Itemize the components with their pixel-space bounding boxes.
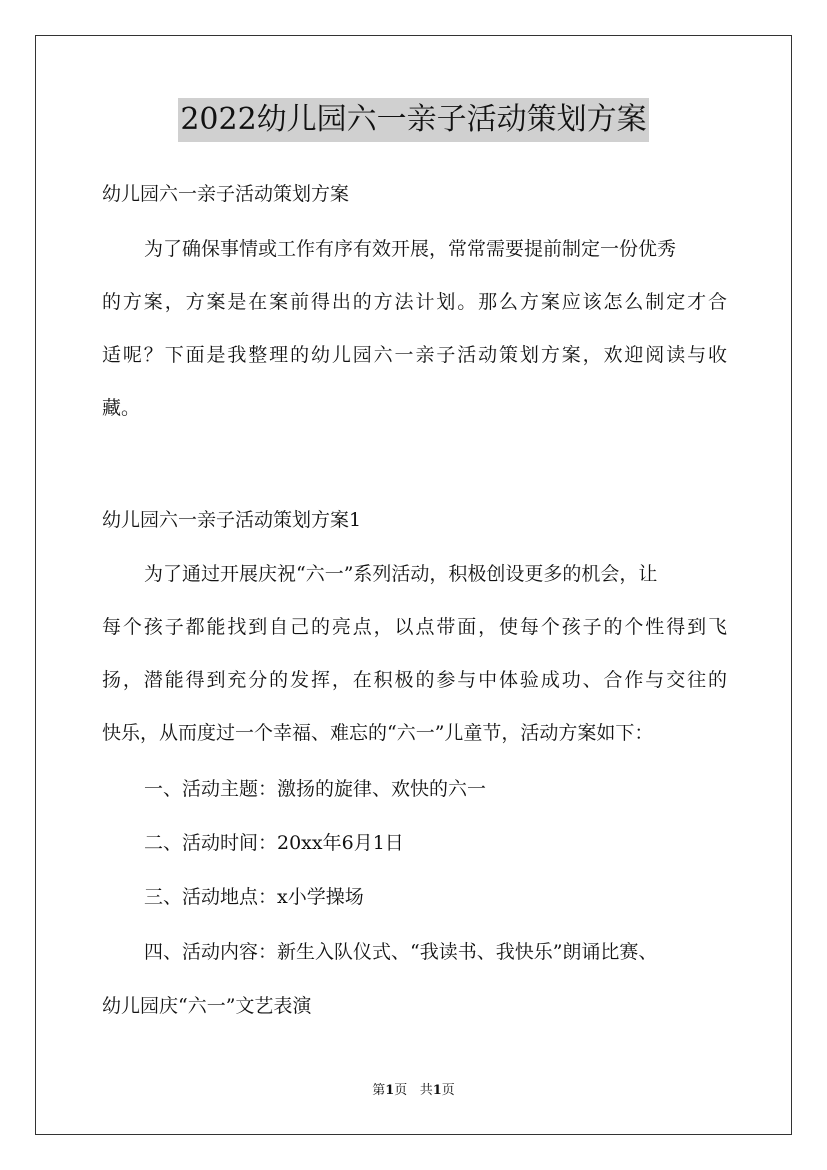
section-line-1: 为了通过开展庆祝“六一”系列活动，积极创设更多的机会，让 [144,563,658,585]
document-title: 2022幼儿园六一亲子活动策划方案 [178,98,648,142]
item-content: 四、活动内容：新生入队仪式、“我读书、我快乐”朗诵比赛、 [144,941,658,963]
section-line-2: 每个孩子都能找到自己的亮点，以点带面，使每个孩子的个性得到飞 [102,616,727,638]
intro-line-2: 的方案，方案是在案前得出的方法计划。那么方案应该怎么制定才合 [102,291,727,313]
footer-page-number: 1 [385,1083,395,1098]
footer-total-number: 1 [432,1083,442,1098]
footer-page-suffix: 页 [394,1083,408,1098]
intro-line-4: 藏。 [102,397,141,419]
document-subtitle: 幼儿园六一亲子活动策划方案 [102,183,350,205]
item-theme: 一、活动主题：激扬的旋律、欢快的六一 [144,778,487,800]
footer-page-prefix: 第 [372,1083,386,1098]
item-time: 二、活动时间：20xx年6月1日 [144,832,404,854]
title-container [0,98,827,142]
section-line-4: 快乐，从而度过一个幸福、难忘的“六一”儿童节，活动方案如下： [102,722,654,744]
footer-total-suffix: 页 [441,1083,455,1098]
intro-line-1: 为了确保事情或工作有序有效开展，常常需要提前制定一份优秀 [144,238,677,260]
item-location: 三、活动地点：x小学操场 [144,886,364,908]
item-content-continuation: 幼儿园庆“六一”文艺表演 [102,995,312,1017]
page-footer [0,1082,827,1100]
section-line-3: 扬，潜能得到充分的发挥，在积极的参与中体验成功、合作与交往的 [102,669,727,691]
section-heading: 幼儿园六一亲子活动策划方案1 [102,509,362,531]
footer-total-prefix: 共 [419,1083,433,1098]
intro-line-3: 适呢？下面是我整理的幼儿园六一亲子活动策划方案，欢迎阅读与收 [102,344,727,366]
